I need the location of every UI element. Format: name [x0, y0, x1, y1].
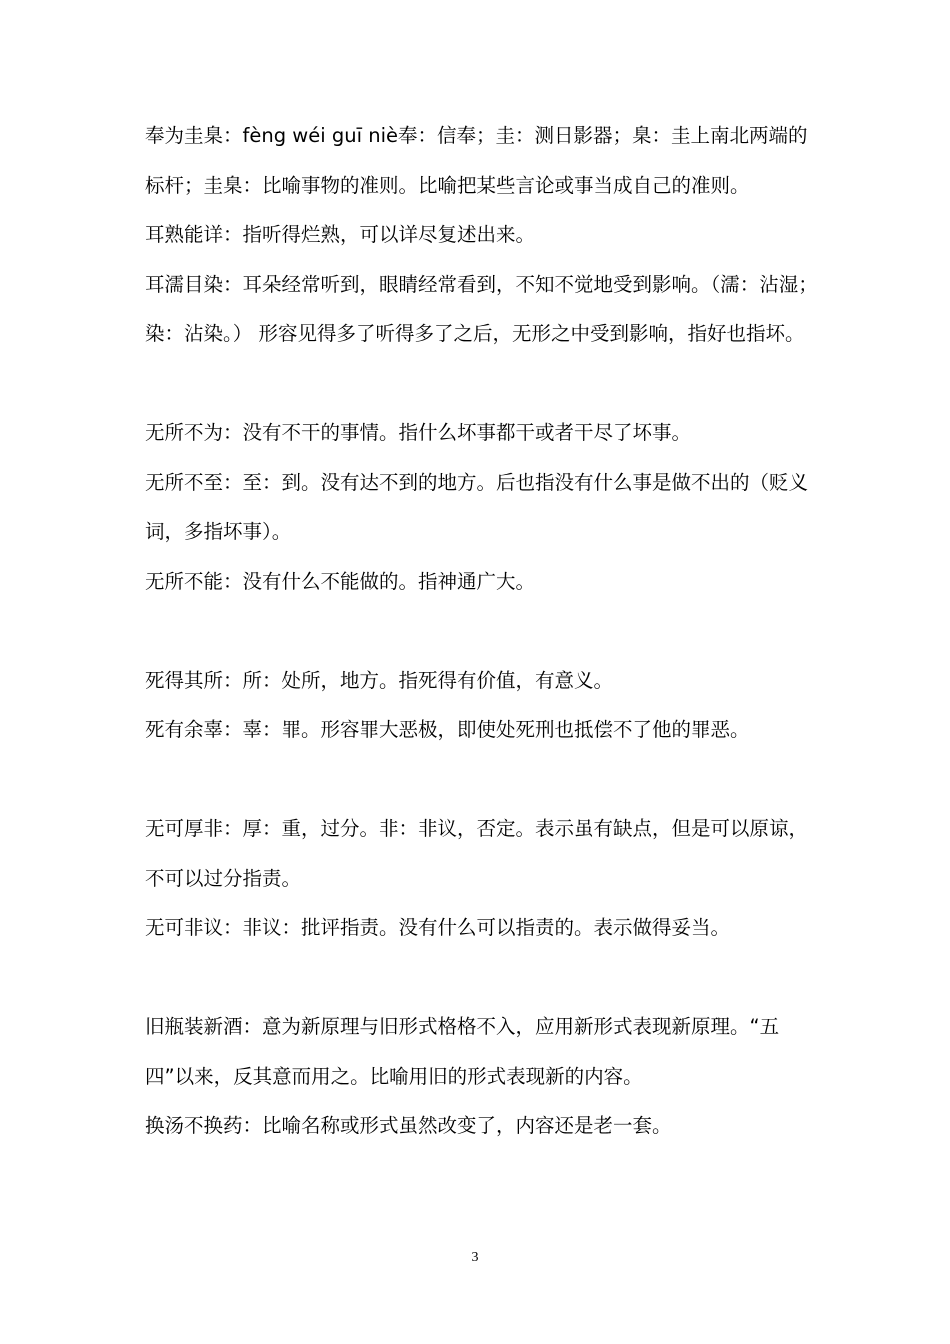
- entry-er-ru-mu-ran: 耳濡目染：耳朵经常听到，眼睛经常看到，不知不觉地受到影响。（濡：沾湿；染：沾染。） 形容见得多了听得多了之后，无形之中受到影响，指好也指坏。: [145, 272, 818, 345]
- document-body: [145, 111, 820, 1151]
- page-number: 3: [471, 1250, 479, 1265]
- entry-si-you-yu-gu: 死有余辜：辜：罪。形容罪大恶极，即使处死刑也抵偿不了他的罪恶。: [145, 718, 750, 741]
- paragraph-gap: [145, 359, 820, 409]
- entry-wu-suo-bu-wei: 无所不为：没有不干的事情。指什么坏事都干或者干尽了坏事。: [145, 421, 692, 444]
- entry-wu-suo-bu-zhi: 无所不至：至：到。没有达不到的地方。后也指没有什么事是做不出的（贬义词，多指坏事）。: [145, 470, 809, 543]
- paragraph-gap: [145, 606, 820, 656]
- entry-feng-wei-gui-nie: 奉为圭臬：fèng wéi guī niè奉：信奉；圭：测日影器；臬：圭上南北两端的标杆；圭臬：比喻事物的准则。比喻把某些言论或事当成自己的准则。: [145, 124, 808, 197]
- entry-wu-ke-hou-fei: 无可厚非：厚：重，过分。非：非议，否定。表示虽有缺点，但是可以原谅，不可以过分指责。: [145, 817, 809, 890]
- entry-si-de-qi-suo: 死得其所：所：处所，地方。指死得有价值，有意义。: [145, 668, 614, 692]
- paragraph-gap: [145, 755, 820, 805]
- entry-wu-suo-bu-neng: 无所不能：没有什么不能做的。指神通广大。: [145, 569, 536, 593]
- entry-wu-ke-fei-yi: 无可非议：非议：批评指责。没有什么可以指责的。表示做得妥当。: [145, 916, 731, 939]
- entry-jiu-ping-zhuang-xin-jiu: 旧瓶装新酒：意为新原理与旧形式格格不入，应用新形式表现新原理。“五四”以来，反其意而用之。比喻用旧的形式表现新的内容。: [145, 1015, 780, 1088]
- entry-er-shu-neng-xiang: 耳熟能详：指听得烂熟，可以详尽复述出来。: [145, 223, 536, 246]
- paragraph-gap: [145, 953, 820, 1003]
- entry-huan-tang-bu-huan-yao: 换汤不换药：比喻名称或形式虽然改变了，内容还是老一套。: [145, 1114, 672, 1137]
